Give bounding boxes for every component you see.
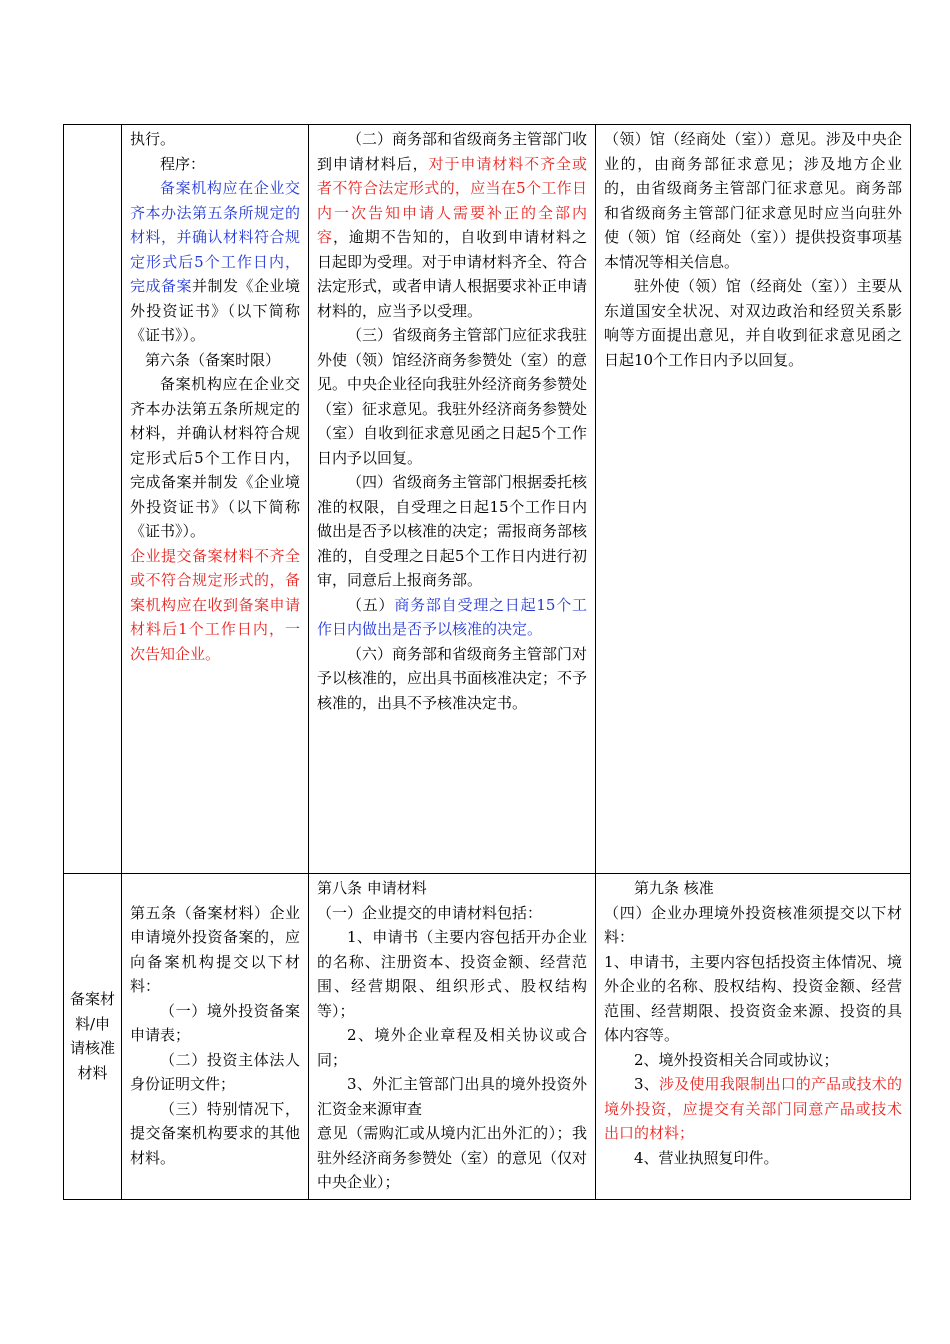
paragraph: （三）省级商务主管部门应征求我驻外使（领）馆经济商务参赞处（室）的意见。中央企业径向我驻外经济商务参赞处（室）征求意见。我驻外经济商务参赞处（室）自收到征求意见函之日起5个工作日内予以回复。 — [317, 326, 588, 467]
article-heading: 第六条（备案时限） — [145, 350, 281, 369]
list-item — [604, 1072, 902, 1146]
paragraph — [130, 176, 300, 348]
highlighted-paragraph: 企业提交备案材料不齐全或不符合规定形式的，备案机构应在收到备案申请材料后1个工作日内，一次告知企业。 — [130, 546, 300, 663]
list-item: 1、申请书（主要内容包括开办企业的名称、注册资本、投资金额、经营范围、经营期限、组织形式、股权结构等）； — [317, 928, 587, 1020]
article-heading: 第九条 核准 — [634, 879, 714, 897]
highlighted-text: 涉及使用我限制出口的产品或技术的境外投资，应提交有关部门同意产品或技术出口的材料； — [604, 1075, 902, 1142]
list-item: 1、申请书，主要内容包括投资主体情况、境外企业的名称、股权结构、投资金额、经营范围、经营期限、投资资金来源、投资的具体内容等。 — [604, 952, 902, 1044]
column-4-cell — [596, 125, 911, 874]
text: 并制发《企业境外投资证书》（以下简称《证书》）。 — [130, 277, 300, 344]
paragraph: 驻外使（领）馆（经商处（室））主要从东道国安全状况、对双边政治和经贸关系影响等方面提出意见，并自收到征求意见函之日起10个工作日内予以回复。 — [604, 277, 902, 369]
paragraph: 程序： — [160, 154, 206, 173]
text: 3、 — [634, 1075, 659, 1093]
row-label-cell — [64, 125, 122, 874]
highlighted-text: 备案机构应在企业交齐本办法第五条所规定的材料，并确认材料符合规定形式后5个工作日内，完成备案 — [130, 179, 300, 295]
article-heading: 第八条 申请材料 — [317, 879, 427, 897]
list-item: 意见（需购汇或从境内汇出外汇的）；我驻外经济商务参赞处（室）的意见（仅对中央企业）； — [317, 1124, 588, 1191]
paragraph — [317, 593, 587, 642]
highlighted-text: 对于申请材料不齐全或者不符合法定形式的，应当在5个工作日内一次告知申请人需要补正的全部内容 — [317, 154, 587, 246]
paragraph: （六）商务部和省级商务主管部门对予以核准的，应出具书面核准决定；不予核准的，出具不予核准决定书。 — [317, 644, 588, 712]
paragraph: （一）企业提交的申请材料包括： — [317, 903, 543, 922]
paragraph: 执行。 — [130, 130, 176, 148]
column-4-cell — [596, 874, 911, 1200]
row-label-cell — [64, 874, 122, 1200]
paragraph: （四）省级商务主管部门根据委托核准的权限，自受理之日起15个工作日内做出是否予以核准的决定；需报商务部核准的，自受理之日起5个工作日内进行初审，同意后上报商务部。 — [317, 473, 588, 589]
article-heading: 第五条（备案材料）企业申请境外投资备案的，应向备案机构提交以下材料： — [130, 903, 300, 995]
paragraph: （领）馆（经商处（室））意见。涉及中央企业的，由商务部征求意见；涉及地方企业的，由省级商务主管部门征求意见。商务部和省级商务主管部门征求意见时应当向驻外使（领）馆（经商处（室））提供投资事项基本情况等相关信息。 — [604, 130, 902, 271]
comparison-table — [63, 124, 911, 1200]
list-item: 4、营业执照复印件。 — [634, 1148, 779, 1167]
column-3-cell — [309, 125, 596, 874]
paragraph: （四）企业办理境外投资核准须提交以下材料： — [604, 903, 902, 946]
list-item: 3、外汇主管部门出具的境外投资外汇资金来源审查 — [317, 1075, 587, 1118]
text: （二）商务部和省级商务主管部门收到申请材料后， — [317, 130, 588, 173]
column-3-cell — [309, 874, 596, 1200]
list-item: （二）投资主体法人身份证明文件； — [130, 1050, 300, 1093]
paragraph — [317, 127, 587, 323]
row-label: 备案材料/申请核准材料 — [70, 990, 116, 1082]
list-item: （一）境外投资备案申请表； — [130, 1001, 300, 1044]
column-2-cell — [122, 874, 309, 1200]
list-item: 2、境外企业章程及相关协议或合同； — [317, 1026, 587, 1069]
table-row — [64, 874, 911, 1200]
list-item: （三）特别情况下，提交备案机构要求的其他材料。 — [130, 1099, 300, 1167]
highlighted-text: 商务部自受理之日起15个工作日内做出是否予以核准的决定。 — [317, 595, 587, 638]
text: ，逾期不告知的，自收到申请材料之日起即为受理。对于申请材料齐全、符合法定形式，或者申请人根据要求补正申请材料的，应当予以受理。 — [317, 228, 588, 320]
table-row — [64, 125, 911, 874]
list-item: 2、境外投资相关合同或协议； — [634, 1050, 839, 1069]
column-2-cell — [122, 125, 309, 874]
paragraph: 备案机构应在企业交齐本办法第五条所规定的材料，并确认材料符合规定形式后5个工作日内，完成备案并制发《企业境外投资证书》（以下简称《证书》）。 — [130, 375, 300, 540]
text: （五） — [347, 595, 395, 614]
